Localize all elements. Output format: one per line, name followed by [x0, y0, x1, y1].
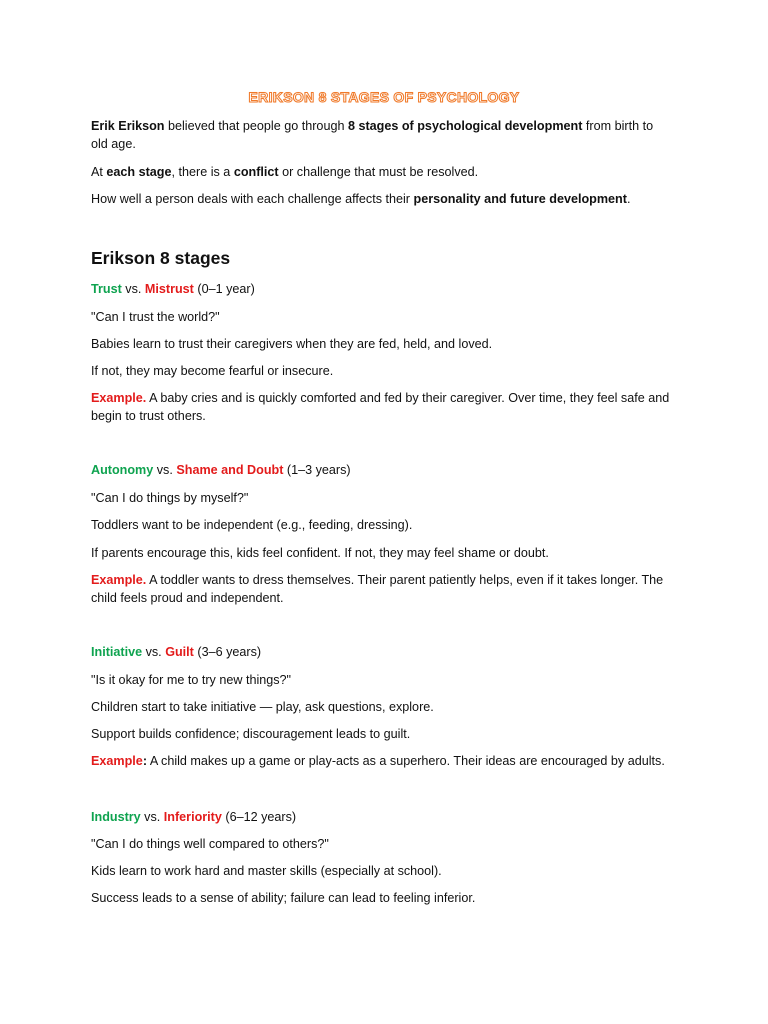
- stage-3-example-text: A child makes up a game or play-acts as a superhero. Their ideas are encouraged by adults.: [147, 754, 665, 768]
- intro-1-bold-name: Erik Erikson: [91, 119, 165, 133]
- stage-4-line-1: Kids learn to work hard and master skills (especially at school).: [91, 864, 442, 878]
- intro-2-text-a: At: [91, 165, 107, 179]
- intro-1-text-a: believed that people go through: [164, 119, 348, 133]
- stage-3-question: "Is it okay for me to try new things?": [91, 673, 292, 687]
- stage-1-negative: Mistrust: [144, 282, 194, 296]
- intro-3-text-b: .: [626, 192, 631, 206]
- stage-2-example-label: Example.: [91, 573, 147, 587]
- stage-1-age: (0–1 year): [193, 282, 255, 296]
- stage-4-title: [91, 808, 676, 826]
- stage-1-vs: vs.: [121, 282, 145, 296]
- stage-1-line-1: Babies learn to trust their caregivers when they are fed, held, and loved.: [91, 337, 493, 351]
- stage-1-example-label: Example.: [91, 391, 147, 405]
- stage-4-question: "Can I do things well compared to others?": [91, 837, 329, 851]
- stage-2-example-text: A toddler wants to dress themselves. Their parent patiently helps, even if it takes longer. The child feels proud and independent.: [91, 573, 664, 605]
- stage-4-line-2: Success leads to a sense of ability; failure can lead to feeling inferior.: [91, 891, 476, 905]
- stage-3-line-2: Support builds confidence; discouragement leads to guilt.: [91, 727, 411, 741]
- intro-1-bold-stages: 8 stages of psychological development: [347, 119, 583, 133]
- stage-2-positive: Autonomy: [91, 463, 154, 477]
- stage-2-age: (1–3 years): [283, 463, 351, 477]
- intro-paragraph-2: [91, 163, 673, 181]
- page-title: ERIKSON 8 STAGES OF PSYCHOLOGY: [248, 89, 520, 105]
- stage-1-question: "Can I trust the world?": [91, 310, 220, 324]
- intro-2-text-c: or challenge that must be resolved.: [278, 165, 479, 179]
- stage-2-question: "Can I do things by myself?": [91, 491, 249, 505]
- stage-3-positive: Initiative: [91, 645, 143, 659]
- stage-2-example: [91, 571, 676, 607]
- stage-4-age: (6–12 years): [221, 810, 297, 824]
- stage-2-line-1: Toddlers want to be independent (e.g., feeding, dressing).: [91, 518, 413, 532]
- intro-2-bold-each-stage: each stage: [106, 165, 172, 179]
- stage-3-negative: Guilt: [165, 645, 194, 659]
- intro-paragraph-1: [91, 117, 673, 153]
- stage-2-title: [91, 461, 676, 479]
- stage-3-title: [91, 643, 676, 661]
- stage-1-title: [91, 280, 676, 298]
- intro-2-text-b: , there is a: [171, 165, 234, 179]
- intro-paragraph-3: [91, 190, 673, 208]
- intro-3-bold-personality: personality and future development: [413, 192, 627, 206]
- stage-1-example-text: A baby cries and is quickly comforted and fed by their caregiver. Over time, they feel safe and begin to trust others.: [91, 391, 670, 423]
- stage-3-line-1: Children start to take initiative — play, ask questions, explore.: [91, 700, 434, 714]
- stage-3-vs: vs.: [142, 645, 166, 659]
- stage-2-negative: Shame and Doubt: [176, 463, 284, 477]
- stage-4-positive: Industry: [91, 810, 141, 824]
- stage-2-line-2: If parents encourage this, kids feel confident. If not, they may feel shame or doubt.: [91, 546, 549, 560]
- intro-1-text-b: from birth to old age.: [91, 119, 654, 151]
- stage-4-negative: Inferiority: [163, 810, 222, 824]
- section-heading: Erikson 8 stages: [91, 248, 231, 268]
- stage-1-line-2: If not, they may become fearful or insecure.: [91, 364, 334, 378]
- stage-3-example-label: Example: [91, 754, 143, 768]
- stage-1-example: [91, 389, 676, 425]
- intro-2-bold-conflict: conflict: [233, 165, 279, 179]
- stage-3-example-colon: :: [142, 754, 148, 768]
- stage-2-vs: vs.: [153, 463, 177, 477]
- stage-3-example: [91, 752, 676, 770]
- stage-3-age: (3–6 years): [193, 645, 262, 659]
- stage-4-vs: vs.: [140, 810, 164, 824]
- intro-3-text-a: How well a person deals with each challenge affects their: [91, 192, 414, 206]
- stage-1-positive: Trust: [91, 282, 122, 296]
